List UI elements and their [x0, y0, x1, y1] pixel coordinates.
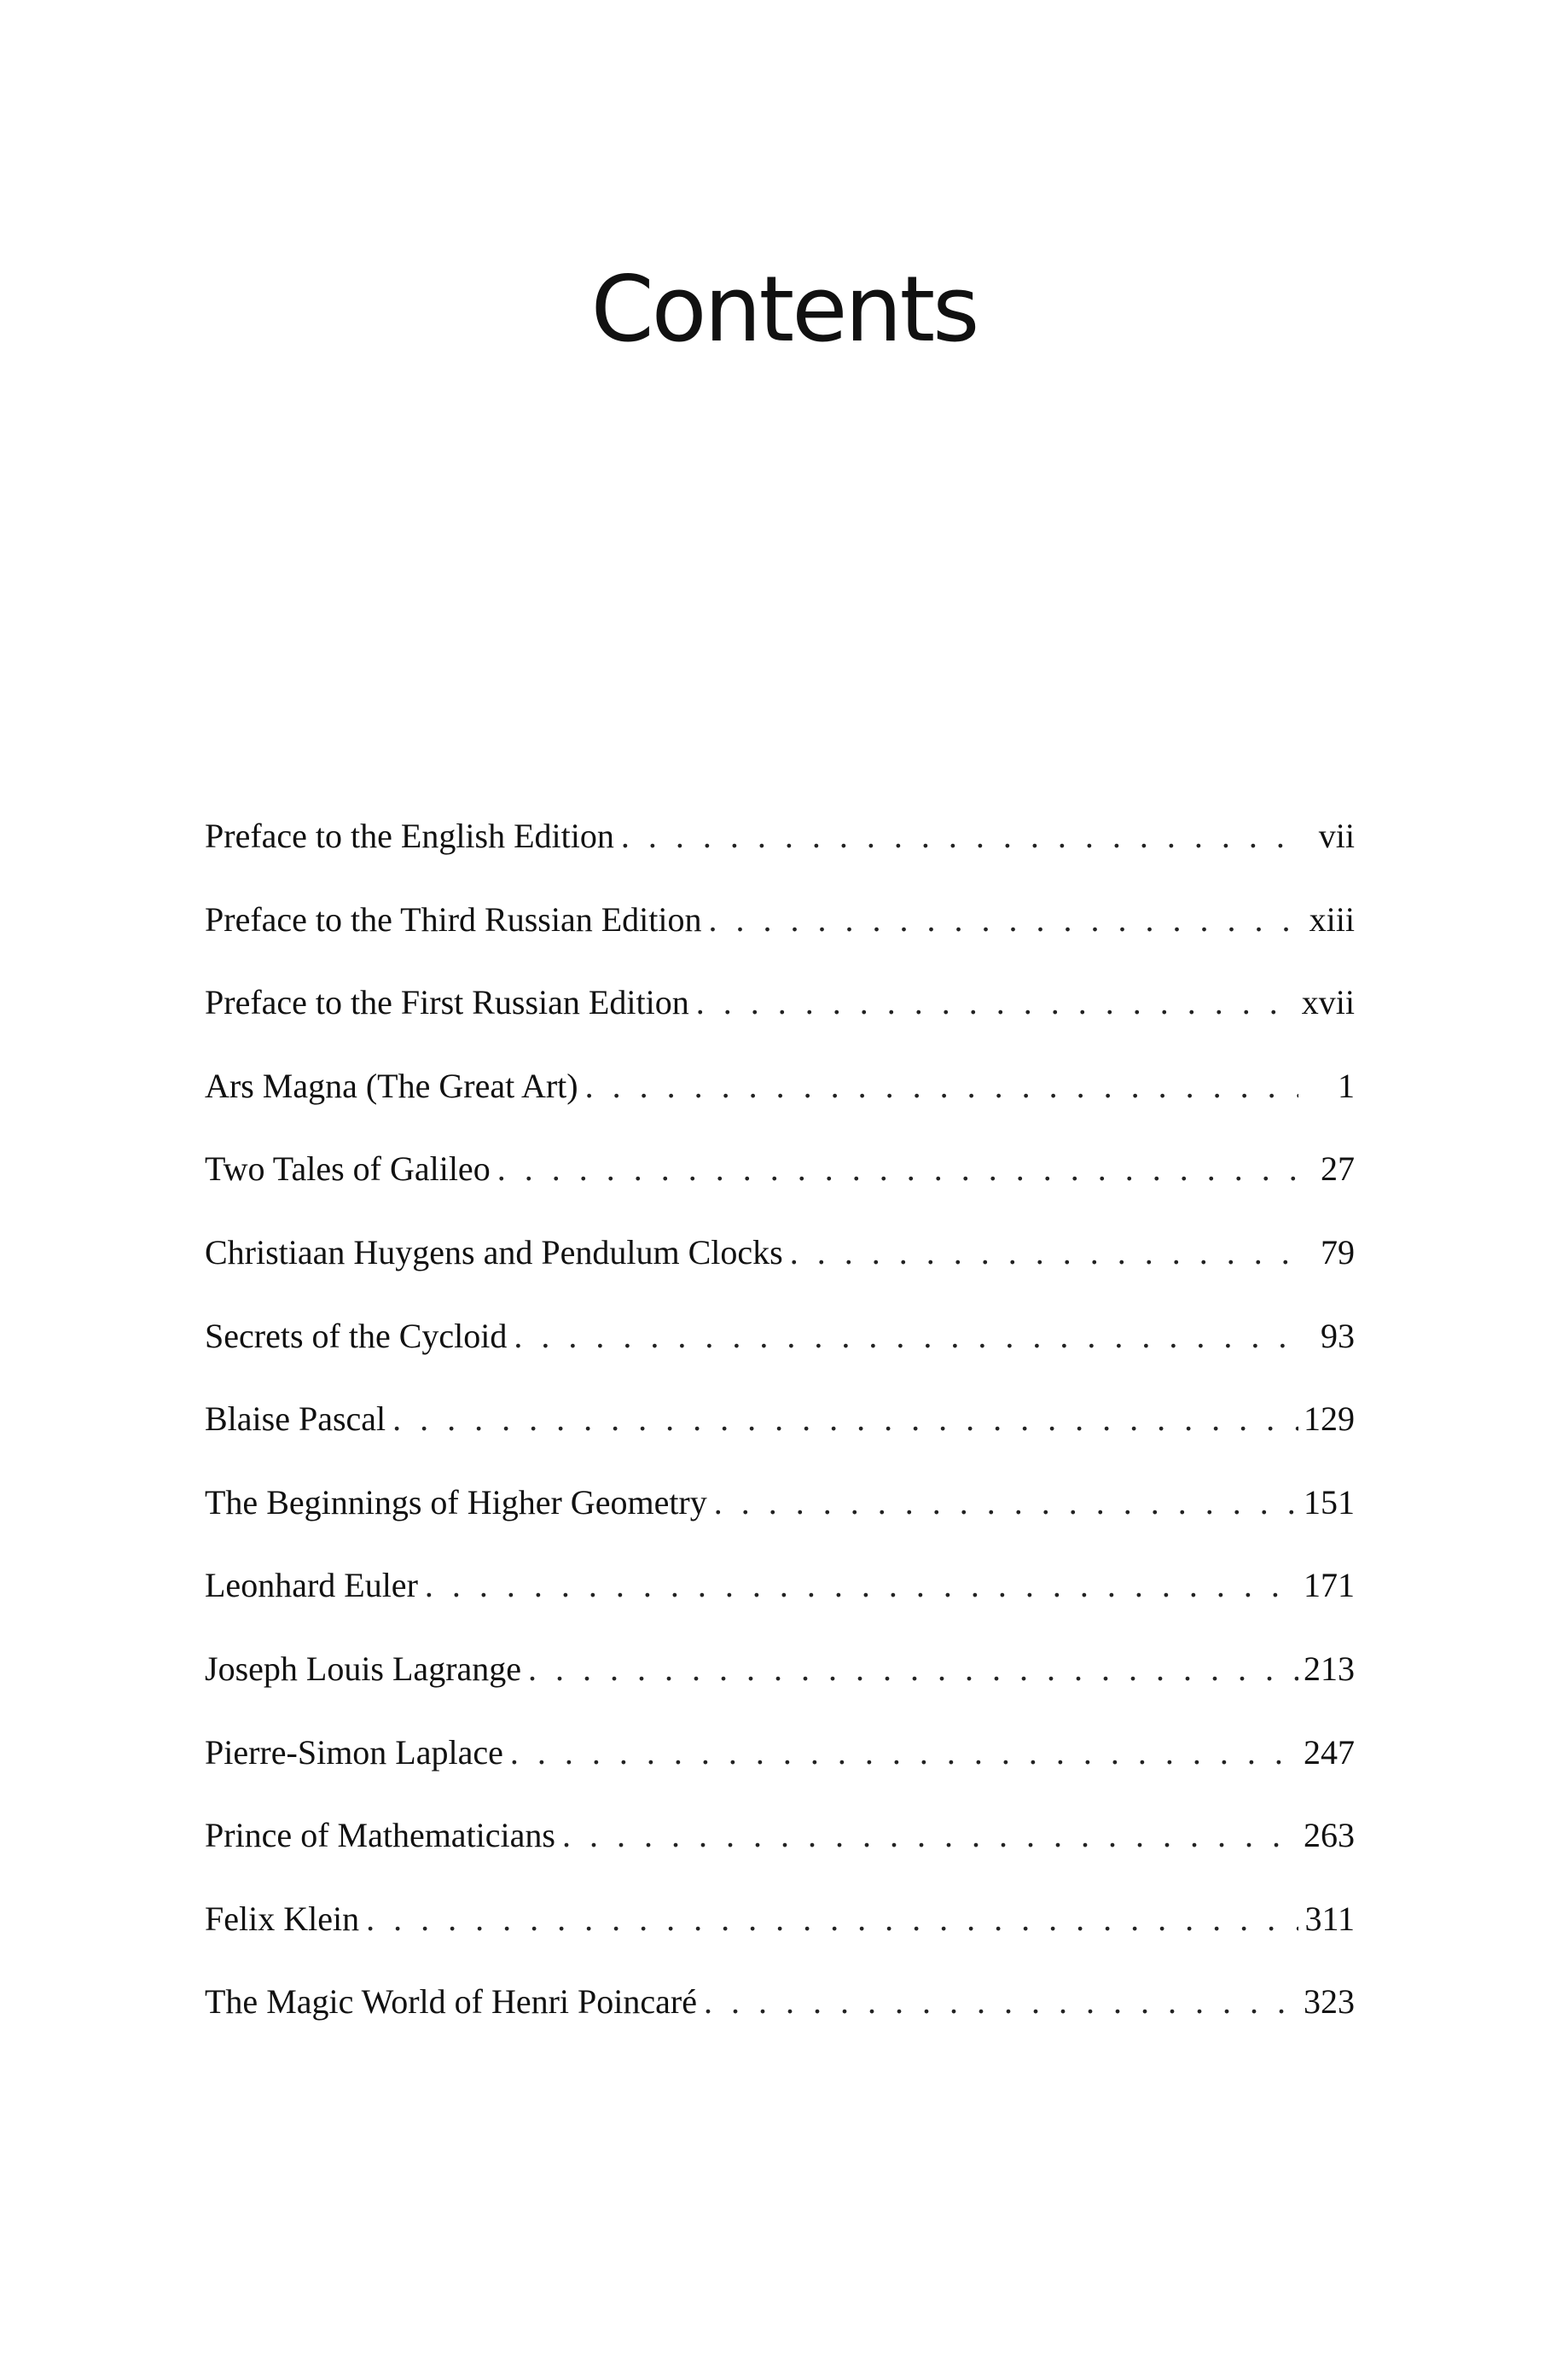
- toc-entry-title: Blaise Pascal: [205, 1399, 386, 1439]
- dot-leader: [425, 1565, 1298, 1605]
- toc-entry-title: Preface to the Third Russian Edition: [205, 899, 702, 939]
- toc-entry: [205, 1565, 1355, 1649]
- dot-leader: [704, 1981, 1298, 2022]
- toc-entry: [205, 1066, 1355, 1149]
- toc-entry-page: 263: [1304, 1816, 1355, 1855]
- toc-entry-page: 247: [1304, 1732, 1355, 1772]
- toc-entry: [205, 1399, 1355, 1482]
- dot-leader: [510, 1732, 1298, 1772]
- toc-entry: [205, 816, 1355, 899]
- toc-entry: [205, 1482, 1355, 1566]
- toc-entry-title: Prince of Mathematicians: [205, 1816, 555, 1855]
- toc-entry: [205, 1149, 1355, 1232]
- dot-leader: [790, 1232, 1298, 1272]
- toc-entry-title: Joseph Louis Lagrange: [205, 1649, 522, 1688]
- toc-entry-page: 311: [1304, 1899, 1355, 1938]
- dot-leader: [562, 1815, 1298, 1855]
- toc-entry-title: Two Tales of Galileo: [205, 1149, 491, 1189]
- toc-entry: [205, 899, 1355, 983]
- table-of-contents: [205, 816, 1355, 2065]
- toc-entry: [205, 1815, 1355, 1899]
- toc-entry-page: vii: [1318, 817, 1355, 855]
- dot-leader: [528, 1649, 1298, 1689]
- dot-leader: [497, 1149, 1298, 1189]
- toc-entry-page: 323: [1304, 1982, 1355, 2022]
- dot-leader: [696, 982, 1297, 1022]
- toc-entry-page: 213: [1304, 1649, 1355, 1688]
- dot-leader: [585, 1066, 1298, 1106]
- toc-entry-page: 129: [1304, 1399, 1355, 1439]
- toc-entry-title: Secrets of the Cycloid: [205, 1316, 508, 1355]
- toc-entry-page: xiii: [1309, 899, 1355, 939]
- toc-entry-title: Leonhard Euler: [205, 1566, 418, 1605]
- toc-entry: [205, 1732, 1355, 1816]
- toc-entry-title: Preface to the First Russian Edition: [205, 983, 689, 1022]
- toc-entry-page: 93: [1321, 1316, 1355, 1355]
- toc-entry: [205, 1232, 1355, 1316]
- dot-leader: [366, 1899, 1298, 1939]
- toc-entry-title: The Beginnings of Higher Geometry: [205, 1482, 707, 1521]
- toc-entry-page: 1: [1338, 1066, 1355, 1105]
- toc-entry-page: xvii: [1301, 983, 1355, 1022]
- toc-entry: [205, 1649, 1355, 1732]
- dot-leader: [714, 1482, 1298, 1522]
- dot-leader: [621, 816, 1298, 856]
- toc-entry-title: Preface to the English Edition: [205, 817, 614, 855]
- toc-entry-title: Pierre-Simon Laplace: [205, 1732, 503, 1772]
- dot-leader: [392, 1399, 1298, 1439]
- page-title: Contents: [590, 257, 978, 362]
- toc-entry: [205, 1316, 1355, 1399]
- toc-entry: [205, 1981, 1355, 2065]
- toc-entry: [205, 982, 1355, 1066]
- toc-entry-page: 151: [1304, 1482, 1355, 1521]
- toc-entry-page: 79: [1321, 1232, 1355, 1271]
- toc-entry-page: 171: [1304, 1566, 1355, 1605]
- toc-entry-page: 27: [1321, 1149, 1355, 1189]
- toc-entry: [205, 1899, 1355, 1982]
- toc-entry-title: Christiaan Huygens and Pendulum Clocks: [205, 1232, 783, 1271]
- toc-entry-title: Ars Magna (The Great Art): [205, 1066, 578, 1105]
- dot-leader: [514, 1316, 1298, 1356]
- dot-leader: [708, 899, 1298, 940]
- toc-entry-title: Felix Klein: [205, 1899, 360, 1938]
- toc-entry-title: The Magic World of Henri Poincaré: [205, 1982, 697, 2022]
